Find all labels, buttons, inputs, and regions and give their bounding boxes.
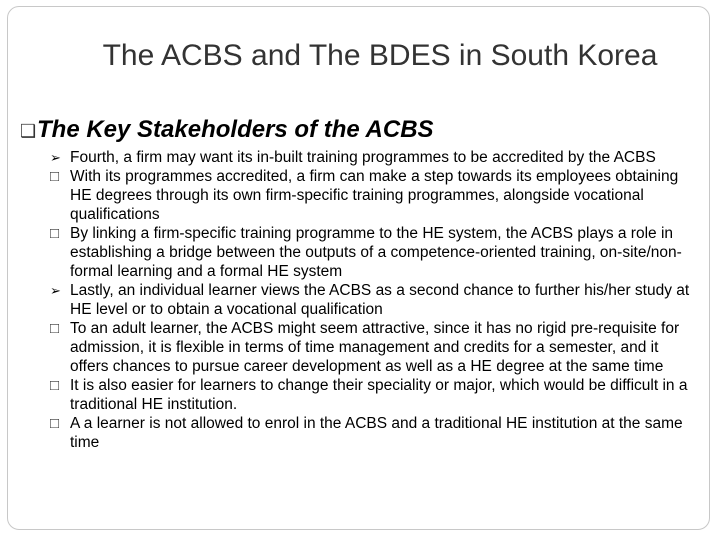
list-item-text: With its programmes accredited, a firm can make a step towards its employees obtaining HE degrees through its own firm-specific training programmes, alongside vocational qualifications bbox=[70, 168, 679, 223]
box-bullet-icon: □ bbox=[50, 168, 60, 185]
box-bullet-icon: □ bbox=[50, 377, 60, 394]
list-item bbox=[50, 167, 690, 224]
list-item bbox=[50, 281, 690, 319]
section-heading-text: The Key Stakeholders of the ACBS bbox=[37, 116, 434, 143]
list-item bbox=[50, 319, 690, 376]
box-bullet-icon: □ bbox=[50, 415, 60, 432]
arrow-bullet-icon: ➢ bbox=[50, 150, 61, 165]
slide-title: The ACBS and The BDES in South Korea bbox=[102, 39, 658, 72]
list-item bbox=[50, 414, 690, 452]
list-item-text: Lastly, an individual learner views the ACBS as a second chance to further his/her study at HE level or to obtain a vocational qualification bbox=[70, 282, 690, 318]
box-bullet-icon: □ bbox=[50, 225, 60, 242]
bullet-list bbox=[50, 148, 690, 452]
list-item-text: To an adult learner, the ACBS might seem attractive, since it has no rigid pre-requisite for admission, it is flexible in terms of time management and credits for a semester, and it offers chances to pursue career development as well as a HE degree at the same time bbox=[70, 320, 680, 375]
list-item-text: By linking a firm-specific training programme to the HE system, the ACBS plays a role in establishing a bridge between the outputs of a competence-oriented training, on-site/non-formal learning and a formal HE system bbox=[70, 225, 682, 280]
list-item-text: Fourth, a firm may want its in-built training programmes to be accredited by the ACBS bbox=[70, 149, 656, 166]
list-item-text: It is also easier for learners to change their speciality or major, which would be difficult in a traditional HE institution. bbox=[70, 377, 688, 413]
list-item-text: A a learner is not allowed to enrol in the ACBS and a traditional HE institution at the same time bbox=[70, 415, 683, 451]
section-heading bbox=[20, 115, 434, 146]
list-item bbox=[50, 224, 690, 281]
list-item bbox=[50, 148, 690, 167]
list-item bbox=[50, 376, 690, 414]
box-bullet-icon: □ bbox=[50, 320, 60, 337]
arrow-bullet-icon: ➢ bbox=[50, 283, 61, 298]
checkbox-bullet-icon: ❑ bbox=[20, 121, 37, 141]
